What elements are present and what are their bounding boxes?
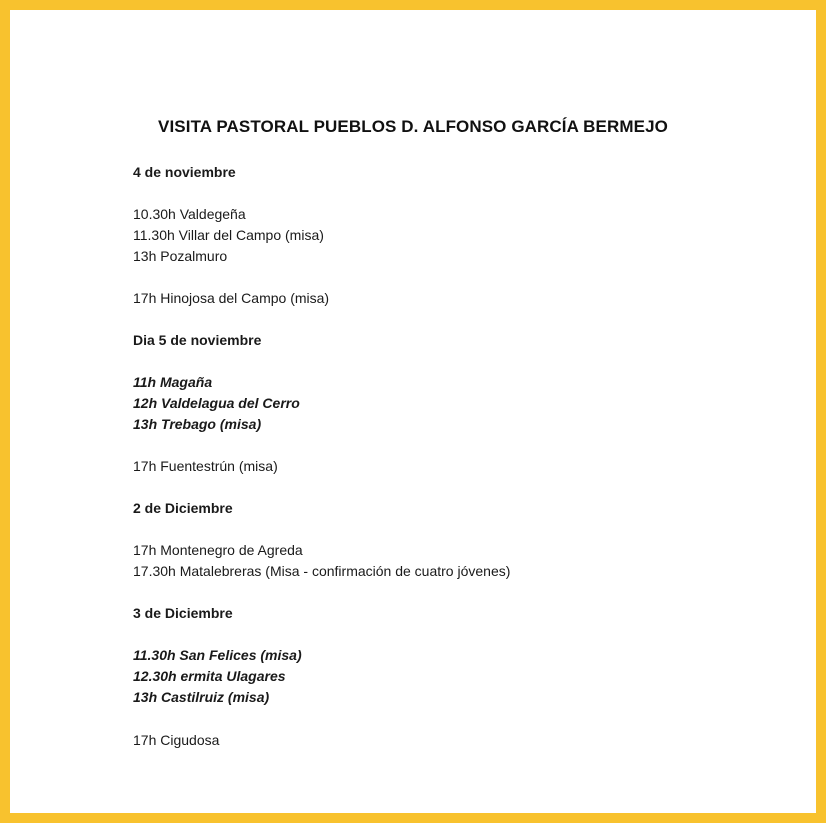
section-heading-dec-3: 3 de Diciembre bbox=[133, 605, 233, 621]
schedule-item: 17h Fuentestrún (misa) bbox=[133, 458, 278, 474]
schedule-item: 17.30h Matalebreras (Misa - confirmación de cuatro jóvenes) bbox=[133, 563, 511, 579]
section-heading-nov-5: Dia 5 de noviembre bbox=[133, 332, 262, 348]
schedule-item-highlighted: 11h Magaña bbox=[133, 374, 213, 390]
schedule-item-highlighted: 12h Valdelagua del Cerro bbox=[133, 395, 300, 411]
schedule-item: 17h Hinojosa del Campo (misa) bbox=[133, 290, 330, 306]
section-heading-nov-4: 4 de noviembre bbox=[133, 164, 236, 180]
schedule-item: 17h Montenegro de Agreda bbox=[133, 542, 303, 558]
schedule-item: 10.30h Valdegeña bbox=[133, 206, 246, 222]
schedule-item-highlighted: 11.30h San Felices (misa) bbox=[133, 647, 302, 663]
document-title: VISITA PASTORAL PUEBLOS D. ALFONSO GARCÍA BERMEJO bbox=[158, 117, 668, 136]
schedule-item: 13h Pozalmuro bbox=[133, 248, 228, 264]
schedule-item-highlighted: 13h Castilruiz (misa) bbox=[133, 689, 270, 705]
section-heading-dec-2: 2 de Diciembre bbox=[133, 500, 233, 516]
schedule-item-highlighted: 12.30h ermita Ulagares bbox=[133, 668, 286, 684]
schedule-item: 11.30h Villar del Campo (misa) bbox=[133, 227, 324, 243]
schedule-item-highlighted: 13h Trebago (misa) bbox=[133, 416, 262, 432]
schedule-item: 17h Cigudosa bbox=[133, 732, 220, 748]
